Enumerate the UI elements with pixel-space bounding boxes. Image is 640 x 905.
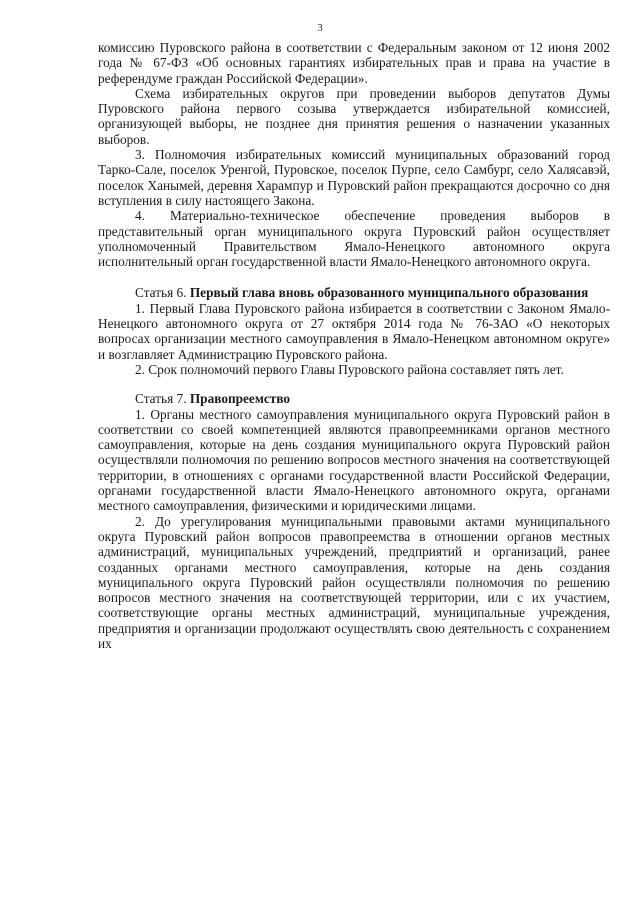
article-6-title: Первый глава вновь образованного муниципального образования	[189, 285, 589, 301]
spacer	[98, 377, 610, 391]
article-7-heading	[98, 391, 610, 406]
article-7-title: Правопреемство	[189, 391, 291, 407]
document-body	[98, 40, 610, 651]
paragraph: комиссию Пуровского района в соответствии с Федеральным законом от 12 июня 2002 года № 67-ФЗ «Об основных гарантиях избирательных прав и права на участие в референдуме граждан Российской Федерации».	[98, 40, 610, 86]
paragraph: 2. Срок полномочий первого Главы Пуровского района составляет пять лет.	[135, 361, 564, 377]
paragraph: Схема избирательных округов при проведении выборов депутатов Думы Пуровского района первого созыва утверждается избирательной комиссией, организующей выборы, не позднее дня принятия решения о назначении указанных выборов.	[98, 85, 610, 147]
paragraph: 1. Первый Глава Пуровского района избирается в соответствии с Законом Ямало-Ненецкого автономного округа от 27 октября 2014 года № 76-ЗАО «О некоторых вопросах организации местного самоуправления в Ямало-Ненецком автономном округе» и возглавляет Администрацию Пуровского района.	[98, 300, 610, 362]
paragraph: 4. Материально-техническое обеспечение проведения выборов в представительный орган муниципального округа Пуровский район осуществляет уполномоченный Правительством Ямало-Ненецкого автономного округа исполнительный орган государственной власти Ямало-Ненецкого автономного округа.	[98, 208, 610, 270]
article-7-prefix: Статья 7.	[135, 391, 190, 407]
paragraph: 1. Органы местного самоуправления муниципального округа Пуровский район в соответствии со своей компетенцией являются правопреемниками органов местного самоуправления, которые на день создания муниципального округа Пуровский район осуществляли полномочия по решению вопросов местного значения на соответствующей территории, в отношениях с органами государственной власти Российской Федерации, органами государственной власти Ямало-Ненецкого автономного округа, органами местного самоуправления, физическими и юридическими лицами.	[98, 406, 610, 514]
spacer	[98, 269, 610, 285]
article-6-prefix: Статья 6.	[135, 285, 190, 301]
article-6-heading	[98, 285, 610, 300]
page-number: 3	[317, 22, 323, 34]
paragraph: 3. Полномочия избирательных комиссий муниципальных образований город Тарко-Сале, поселок Уренгой, Пуровское, поселок Пурпе, село Самбург, село Халясавэй, поселок Ханымей, деревня Харампур и Пуровский район прекращаются досрочно со дня вступления в силу настоящего Закона.	[98, 147, 610, 208]
paragraph: 2. До урегулирования муниципальными правовыми актами муниципального округа Пуровский район вопросов правопреемства в отношении органов местных администраций, муниципальных учреждений, предприятий и организаций, ранее созданных органами местного самоуправления, которые на день создания муниципального округа Пуровский район осуществляли полномочия по решению вопросов местного значения на соответствующей территории, или с их участием, соответствующие органы местных администраций, муниципальные учреждения, предприятия и организации продолжают осуществлять свою деятельность с сохранением их	[98, 513, 610, 651]
